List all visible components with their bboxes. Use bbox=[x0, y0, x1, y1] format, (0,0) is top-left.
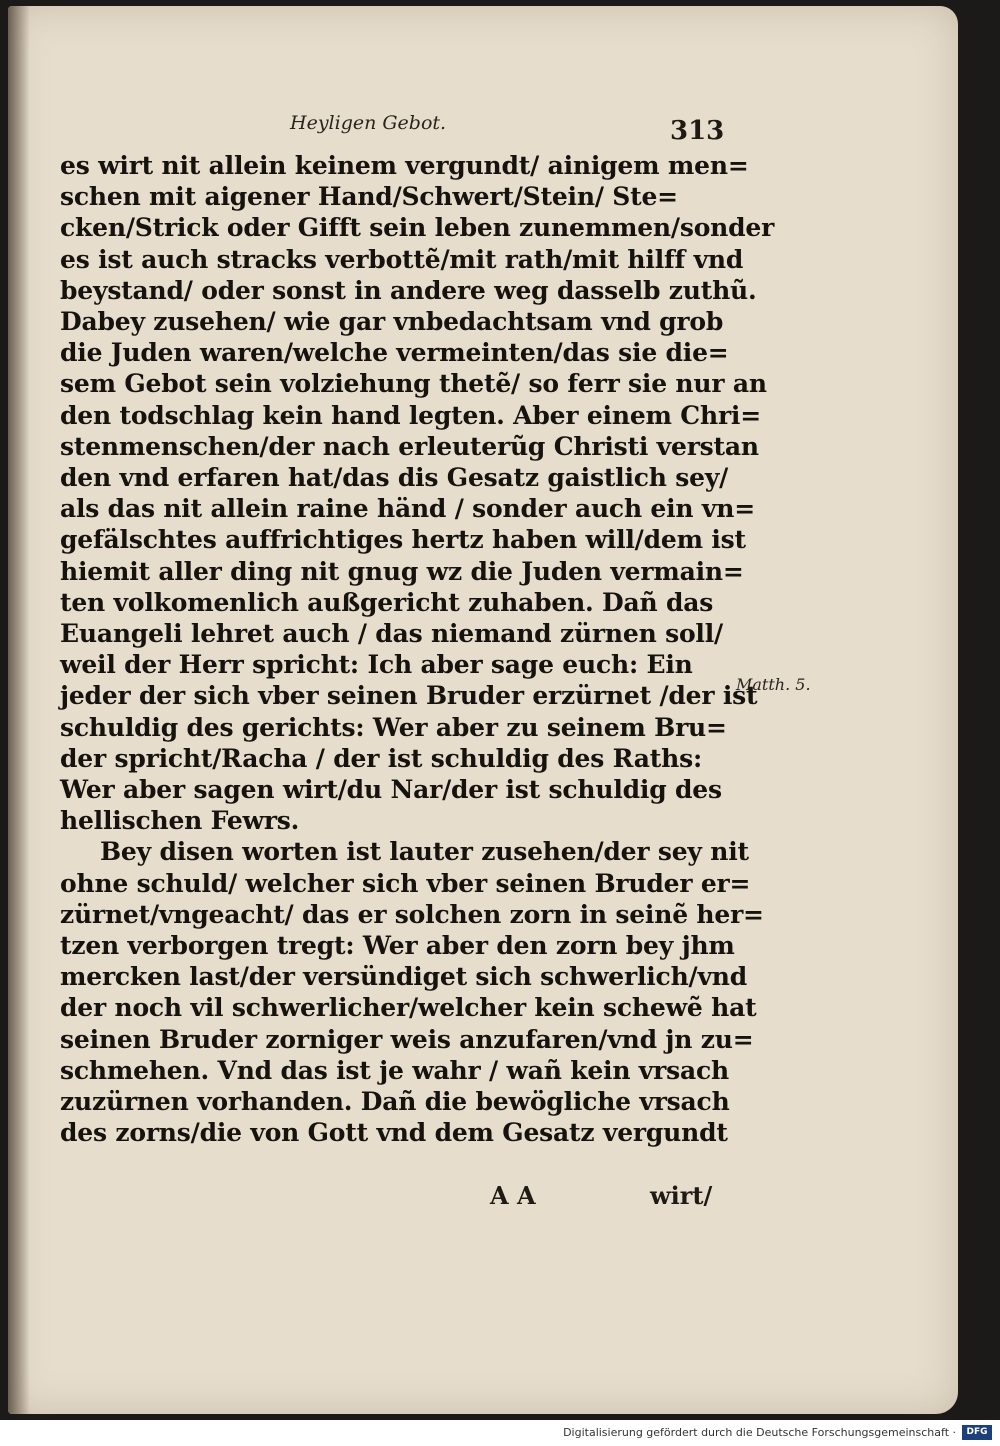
text-line: stenmenschen/der nach erleuterũg Christi verstan bbox=[60, 431, 759, 461]
text-line: der noch vil schwerlicher/welcher kein schewẽ hat bbox=[60, 993, 757, 1023]
footer-credit: Digitalisierung gefördert durch die Deutsche Forschungsgemeinschaft · bbox=[563, 1426, 956, 1439]
footer-bar bbox=[0, 1420, 1000, 1446]
text-line: ohne schuld/ welcher sich vber seinen Bruder er= bbox=[60, 868, 751, 898]
text-line: Wer aber sagen wirt/du Nar/der ist schuldig des bbox=[60, 775, 722, 805]
margin-note: Matth. 5. bbox=[736, 675, 811, 694]
text-line: der spricht/Racha / der ist schuldig des Raths: bbox=[60, 743, 702, 773]
text-line: schuldig des gerichts: Wer aber zu seinem Bru= bbox=[60, 712, 727, 742]
text-line: schmehen. Vnd das ist je wahr / wañ kein vrsach bbox=[60, 1055, 729, 1085]
text-line: weil der Herr spricht: Ich aber sage euch: Ein bbox=[60, 650, 693, 680]
text-line: hiemit aller ding nit gnug wz die Juden vermain= bbox=[60, 556, 744, 586]
dfg-logo-icon: DFG bbox=[962, 1425, 992, 1440]
page-gutter-shadow bbox=[8, 6, 30, 1414]
text-line: tzen verborgen tregt: Wer aber den zorn bey jhm bbox=[60, 931, 735, 961]
text-line: seinen Bruder zorniger weis anzufaren/vnd jn zu= bbox=[60, 1024, 754, 1054]
text-line: schen mit aigener Hand/Schwert/Stein/ Ste= bbox=[60, 182, 678, 212]
text-line: zuzürnen vorhanden. Dañ die bewögliche vrsach bbox=[60, 1087, 730, 1117]
text-line: es wirt nit allein keinem vergundt/ ainigem men= bbox=[60, 151, 749, 180]
text-line: als das nit allein raine händ / sonder auch ein vn= bbox=[60, 494, 755, 524]
text-line: die Juden waren/welche vermeinten/das sie die= bbox=[60, 338, 729, 368]
text-line: den todschlag kein hand legten. Aber einem Chri= bbox=[60, 400, 761, 430]
text-line: Dabey zusehen/ wie gar vnbedachtsam vnd grob bbox=[60, 307, 724, 337]
text-line: jeder der sich vber seinen Bruder erzürnet /der ist bbox=[60, 681, 758, 711]
text-line: zürnet/vngeacht/ das er solchen zorn in seinẽ her= bbox=[60, 899, 764, 929]
text-line: es ist auch stracks verbottẽ/mit rath/mit hilff vnd bbox=[60, 244, 744, 274]
text-line: sem Gebot sein volziehung thetẽ/ so ferr sie nur an bbox=[60, 369, 767, 399]
catchword: wirt/ bbox=[650, 1181, 713, 1210]
text-line: Euangeli lehret auch / das niemand zürnen soll/ bbox=[60, 619, 723, 649]
text-line: ten volkomenlich außgericht zuhaben. Dañ das bbox=[60, 587, 714, 617]
text-line: den vnd erfaren hat/das dis Gesatz gaistlich sey/ bbox=[60, 463, 729, 493]
signature-mark: A A bbox=[490, 1181, 536, 1210]
text-line: gefälschtes auffrichtiges hertz haben will/dem ist bbox=[60, 525, 746, 555]
page-number: 313 bbox=[670, 116, 725, 146]
text-line: hellischen Fewrs. bbox=[60, 806, 300, 836]
text-line: cken/Strick oder Gifft sein leben zunemmen/sonder bbox=[60, 213, 775, 243]
text-line: des zorns/die von Gott vnd dem Gesatz vergundt bbox=[60, 1118, 728, 1148]
text-line: mercken last/der versündiget sich schwerlich/vnd bbox=[60, 962, 748, 992]
running-head: Heyligen Gebot. bbox=[290, 112, 447, 134]
text-line: beystand/ oder sonst in andere weg dasselb zuthũ. bbox=[60, 275, 757, 305]
text-line: Bey disen worten ist lauter zusehen/der sey nit bbox=[100, 837, 749, 867]
